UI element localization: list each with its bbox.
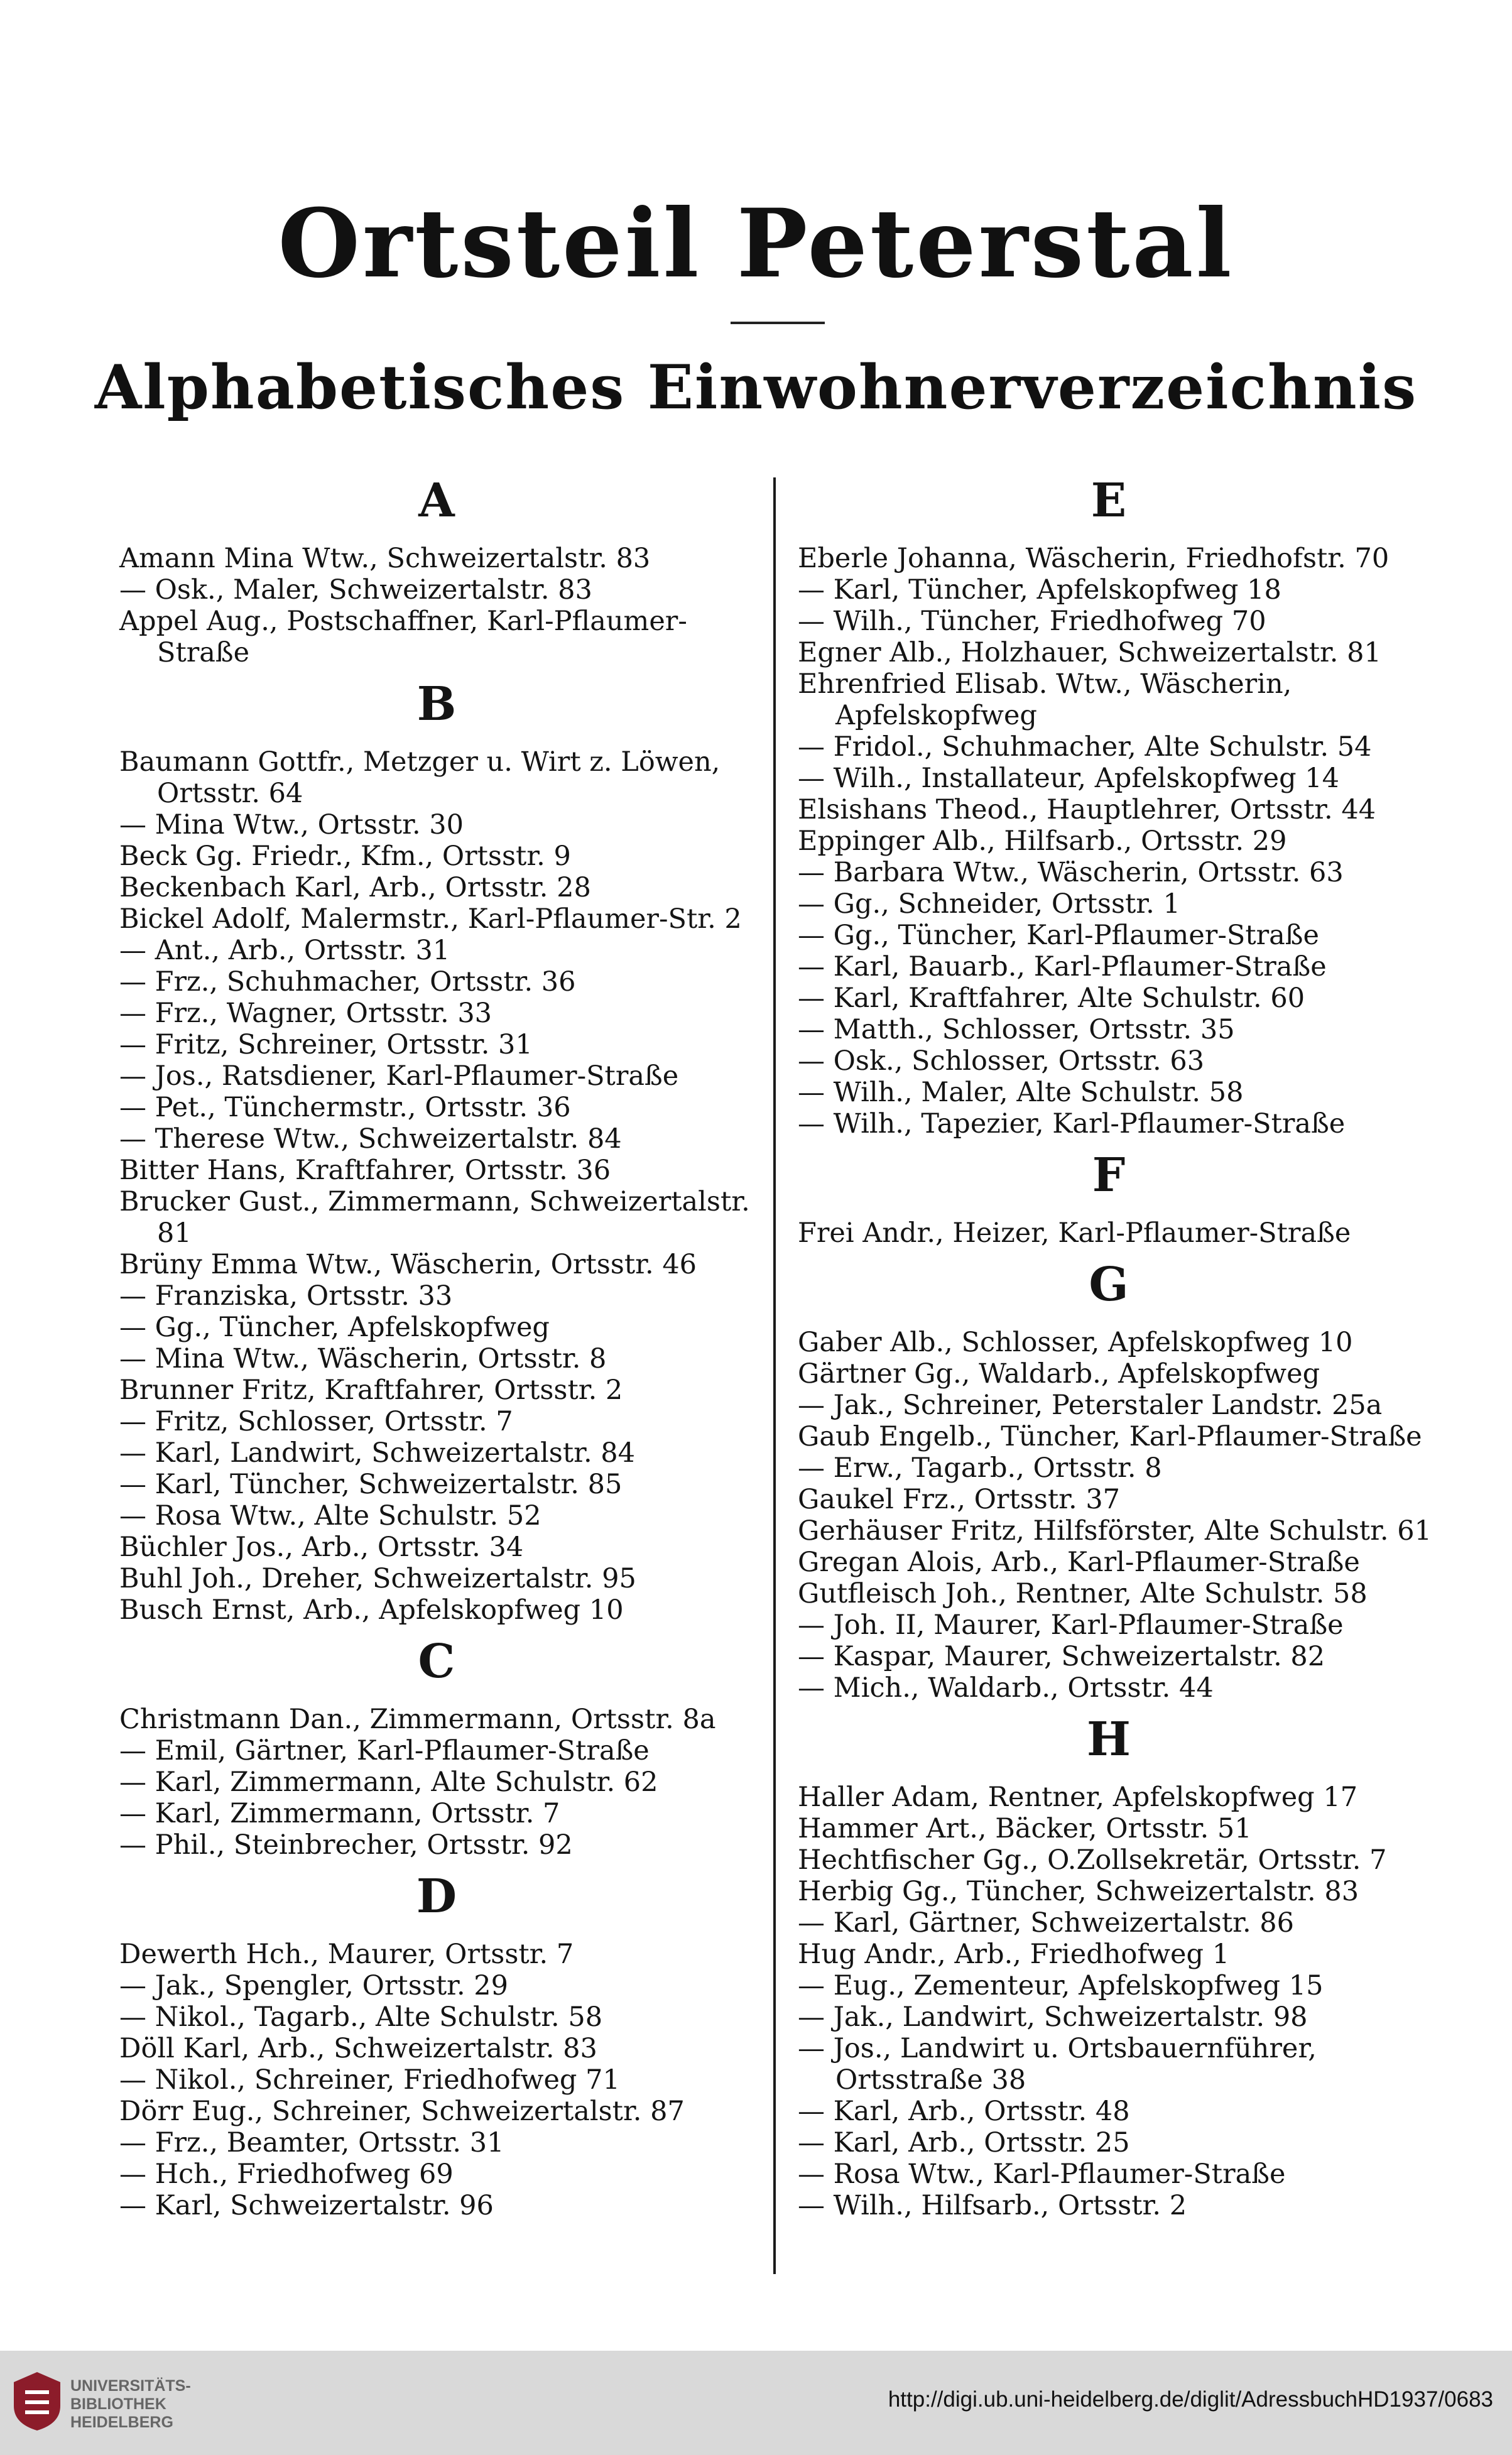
section-letter: E — [1090, 474, 1127, 528]
resident-entry: Dewerth Hch., Maurer, Ortsstr. 7 — [119, 1939, 574, 1970]
resident-entry: — Gg., Tüncher, Apfelskopfweg — [119, 1312, 550, 1343]
resident-entry: — Ant., Arb., Ortsstr. 31 — [119, 935, 450, 966]
section-letter: F — [1092, 1148, 1126, 1202]
library-line: BIBLIOTHEK — [70, 2395, 166, 2413]
resident-entry: — Karl, Kraftfahrer, Alte Schulstr. 60 — [798, 983, 1305, 1014]
resident-entry: — Jak., Spengler, Ortsstr. 29 — [119, 1970, 509, 2001]
resident-entry: — Jak., Landwirt, Schweizertalstr. 98 — [798, 2001, 1308, 2033]
resident-entry: — Therese Wtw., Schweizertalstr. 84 — [119, 1123, 622, 1155]
resident-entry: — Rosa Wtw., Alte Schulstr. 52 — [119, 1500, 541, 1532]
section-letter: D — [416, 1870, 457, 1924]
library-line: HEIDELBERG — [70, 2414, 173, 2431]
section-letter: B — [416, 677, 457, 731]
resident-entry: Haller Adam, Rentner, Apfelskopfweg 17 — [798, 1782, 1358, 1813]
resident-entry: — Emil, Gärtner, Karl-Pflaumer-Straße — [119, 1735, 650, 1766]
resident-entry: Hammer Art., Bäcker, Ortsstr. 51 — [798, 1813, 1252, 1844]
resident-entry: — Karl, Arb., Ortsstr. 48 — [798, 2096, 1130, 2127]
resident-entry: Bickel Adolf, Malermstr., Karl-Pflaumer-Str. 2 — [119, 903, 742, 935]
resident-entry: — Karl, Bauarb., Karl-Pflaumer-Straße — [798, 951, 1327, 983]
resident-entry: — Phil., Steinbrecher, Ortsstr. 92 — [119, 1829, 573, 1861]
resident-entry: Busch Ernst, Arb., Apfelskopfweg 10 — [119, 1594, 624, 1626]
resident-entry: Baumann Gottfr., Metzger u. Wirt z. Löwen, Ortsstr. 64 — [119, 746, 721, 809]
resident-entry: Hechtfischer Gg., O.Zollsekretär, Ortsstr. 7 — [798, 1844, 1387, 1876]
resident-entry: — Mich., Waldarb., Ortsstr. 44 — [798, 1672, 1214, 1704]
resident-entry: Herbig Gg., Tüncher, Schweizertalstr. 83 — [798, 1876, 1359, 1907]
resident-entry: — Barbara Wtw., Wäscherin, Ortsstr. 63 — [798, 857, 1344, 888]
resident-entry: — Karl, Zimmermann, Ortsstr. 7 — [119, 1798, 560, 1829]
right-column — [798, 465, 1445, 2221]
resident-entry: Ehrenfried Elisab. Wtw., Wäscherin, Apfelskopfweg — [798, 668, 1292, 731]
resident-entry: — Wilh., Installateur, Apfelskopfweg 14 — [798, 763, 1340, 794]
section-letter: G — [1089, 1258, 1129, 1312]
resident-entry: Amann Mina Wtw., Schweizertalstr. 83 — [119, 543, 651, 574]
resident-entry: — Mina Wtw., Ortsstr. 30 — [119, 809, 464, 841]
resident-entry: Gerhäuser Fritz, Hilfsförster, Alte Schulstr. 61 — [798, 1515, 1432, 1547]
resident-entry: Eppinger Alb., Hilfsarb., Ortsstr. 29 — [798, 825, 1287, 857]
resident-entry: — Erw., Tagarb., Ortsstr. 8 — [798, 1452, 1162, 1484]
resident-entry: Gaber Alb., Schlosser, Apfelskopfweg 10 — [798, 1327, 1353, 1358]
resident-entry: — Franziska, Ortsstr. 33 — [119, 1280, 453, 1312]
resident-entry: — Wilh., Hilfsarb., Ortsstr. 2 — [798, 2190, 1187, 2221]
resident-entry: Gärtner Gg., Waldarb., Apfelskopfweg — [798, 1358, 1320, 1390]
resident-entry: — Frz., Schuhmacher, Ortsstr. 36 — [119, 966, 576, 998]
resident-entry: Buhl Joh., Dreher, Schweizertalstr. 95 — [119, 1563, 636, 1594]
resident-entry: Frei Andr., Heizer, Karl-Pflaumer-Straße — [798, 1217, 1351, 1249]
resident-entry: — Pet., Tünchermstr., Ortsstr. 36 — [119, 1092, 571, 1123]
library-line: UNIVERSITÄTS- — [70, 2377, 191, 2395]
resident-entry: — Wilh., Tapezier, Karl-Pflaumer-Straße — [798, 1108, 1346, 1140]
section-letter: C — [418, 1635, 455, 1689]
resident-entry: Hug Andr., Arb., Friedhofweg 1 — [798, 1939, 1230, 1970]
resident-entry: Gaukel Frz., Ortsstr. 37 — [798, 1484, 1121, 1515]
resident-entry: Elsishans Theod., Hauptlehrer, Ortsstr. 44 — [798, 794, 1376, 825]
page-title: Ortsteil Peterstal — [278, 188, 1234, 299]
library-name — [70, 2377, 191, 2432]
resident-entry: — Karl, Gärtner, Schweizertalstr. 86 — [798, 1907, 1294, 1939]
resident-entry: — Fridol., Schuhmacher, Alte Schulstr. 54 — [798, 731, 1372, 763]
resident-entry: Appel Aug., Postschaffner, Karl-Pflaumer-Straße — [119, 606, 687, 668]
resident-entry: Gaub Engelb., Tüncher, Karl-Pflaumer-Straße — [798, 1421, 1422, 1452]
resident-entry: — Wilh., Tüncher, Friedhofweg 70 — [798, 606, 1266, 637]
resident-entry: Döll Karl, Arb., Schweizertalstr. 83 — [119, 2033, 597, 2064]
source-url[interactable]: http://digi.ub.uni-heidelberg.de/diglit/AdressbuchHD1937/0683 — [888, 2387, 1493, 2412]
footer-bar — [0, 2351, 1512, 2455]
resident-entry: — Matth., Schlosser, Ortsstr. 35 — [798, 1014, 1235, 1045]
resident-entry: Brucker Gust., Zimmermann, Schweizertalstr. 81 — [119, 1186, 750, 1249]
resident-entry: — Gg., Tüncher, Karl-Pflaumer-Straße — [798, 920, 1319, 951]
resident-entry: — Karl, Schweizertalstr. 96 — [119, 2190, 494, 2221]
resident-entry: — Jos., Ratsdiener, Karl-Pflaumer-Straße — [119, 1060, 679, 1092]
title-rule — [731, 322, 825, 324]
resident-entry: — Jos., Landwirt u. Ortsbauernführer, Ortsstraße 38 — [798, 2033, 1317, 2096]
resident-entry: — Hch., Friedhofweg 69 — [119, 2158, 454, 2190]
resident-entry: Brüny Emma Wtw., Wäscherin, Ortsstr. 46 — [119, 1249, 697, 1280]
resident-entry: Gutfleisch Joh., Rentner, Alte Schulstr. 58 — [798, 1578, 1368, 1609]
resident-entry: — Gg., Schneider, Ortsstr. 1 — [798, 888, 1180, 920]
library-logo-icon — [9, 2370, 65, 2432]
resident-entry: Dörr Eug., Schreiner, Schweizertalstr. 87 — [119, 2096, 685, 2127]
resident-entry: — Joh. II, Maurer, Karl-Pflaumer-Straße — [798, 1609, 1344, 1641]
column-divider — [773, 477, 776, 2274]
resident-entry: — Kaspar, Maurer, Schweizertalstr. 82 — [798, 1641, 1325, 1672]
resident-entry: — Frz., Beamter, Ortsstr. 31 — [119, 2127, 504, 2158]
resident-entry: — Osk., Schlosser, Ortsstr. 63 — [798, 1045, 1205, 1077]
resident-entry: Gregan Alois, Arb., Karl-Pflaumer-Straße — [798, 1547, 1360, 1578]
resident-entry: — Nikol., Schreiner, Friedhofweg 71 — [119, 2064, 620, 2096]
resident-entry: — Eug., Zementeur, Apfelskopfweg 15 — [798, 1970, 1324, 2001]
resident-entry: — Mina Wtw., Wäscherin, Ortsstr. 8 — [119, 1343, 607, 1374]
resident-entry: Bitter Hans, Kraftfahrer, Ortsstr. 36 — [119, 1155, 611, 1186]
resident-entry: — Karl, Zimmermann, Alte Schulstr. 62 — [119, 1766, 658, 1798]
resident-entry: Eberle Johanna, Wäscherin, Friedhofstr. 70 — [798, 543, 1390, 574]
resident-entry: — Fritz, Schlosser, Ortsstr. 7 — [119, 1406, 513, 1437]
resident-entry: Beck Gg. Friedr., Kfm., Ortsstr. 9 — [119, 841, 571, 872]
resident-entry: — Karl, Tüncher, Apfelskopfweg 18 — [798, 574, 1281, 606]
resident-entry: Büchler Jos., Arb., Ortsstr. 34 — [119, 1532, 524, 1563]
resident-entry: Brunner Fritz, Kraftfahrer, Ortsstr. 2 — [119, 1374, 623, 1406]
section-letter: A — [418, 474, 455, 528]
resident-entry: Christmann Dan., Zimmermann, Ortsstr. 8a — [119, 1704, 716, 1735]
resident-entry: — Frz., Wagner, Ortsstr. 33 — [119, 998, 492, 1029]
resident-entry: — Nikol., Tagarb., Alte Schulstr. 58 — [119, 2001, 603, 2033]
section-letter: H — [1087, 1712, 1131, 1766]
resident-entry: Beckenbach Karl, Arb., Ortsstr. 28 — [119, 872, 591, 903]
resident-entry: — Jak., Schreiner, Peterstaler Landstr. 25a — [798, 1390, 1383, 1421]
resident-entry: — Osk., Maler, Schweizertalstr. 83 — [119, 574, 592, 606]
page-subtitle: Alphabetisches Einwohnerverzeichnis — [94, 352, 1418, 423]
resident-entry: Egner Alb., Holzhauer, Schweizertalstr. 81 — [798, 637, 1381, 668]
resident-entry: — Karl, Arb., Ortsstr. 25 — [798, 2127, 1130, 2158]
resident-entry: — Rosa Wtw., Karl-Pflaumer-Straße — [798, 2158, 1286, 2190]
resident-entry: — Karl, Tüncher, Schweizertalstr. 85 — [119, 1469, 623, 1500]
left-column — [119, 465, 779, 2221]
resident-entry: — Wilh., Maler, Alte Schulstr. 58 — [798, 1077, 1244, 1108]
resident-entry: — Karl, Landwirt, Schweizertalstr. 84 — [119, 1437, 636, 1469]
resident-entry: — Fritz, Schreiner, Ortsstr. 31 — [119, 1029, 533, 1060]
